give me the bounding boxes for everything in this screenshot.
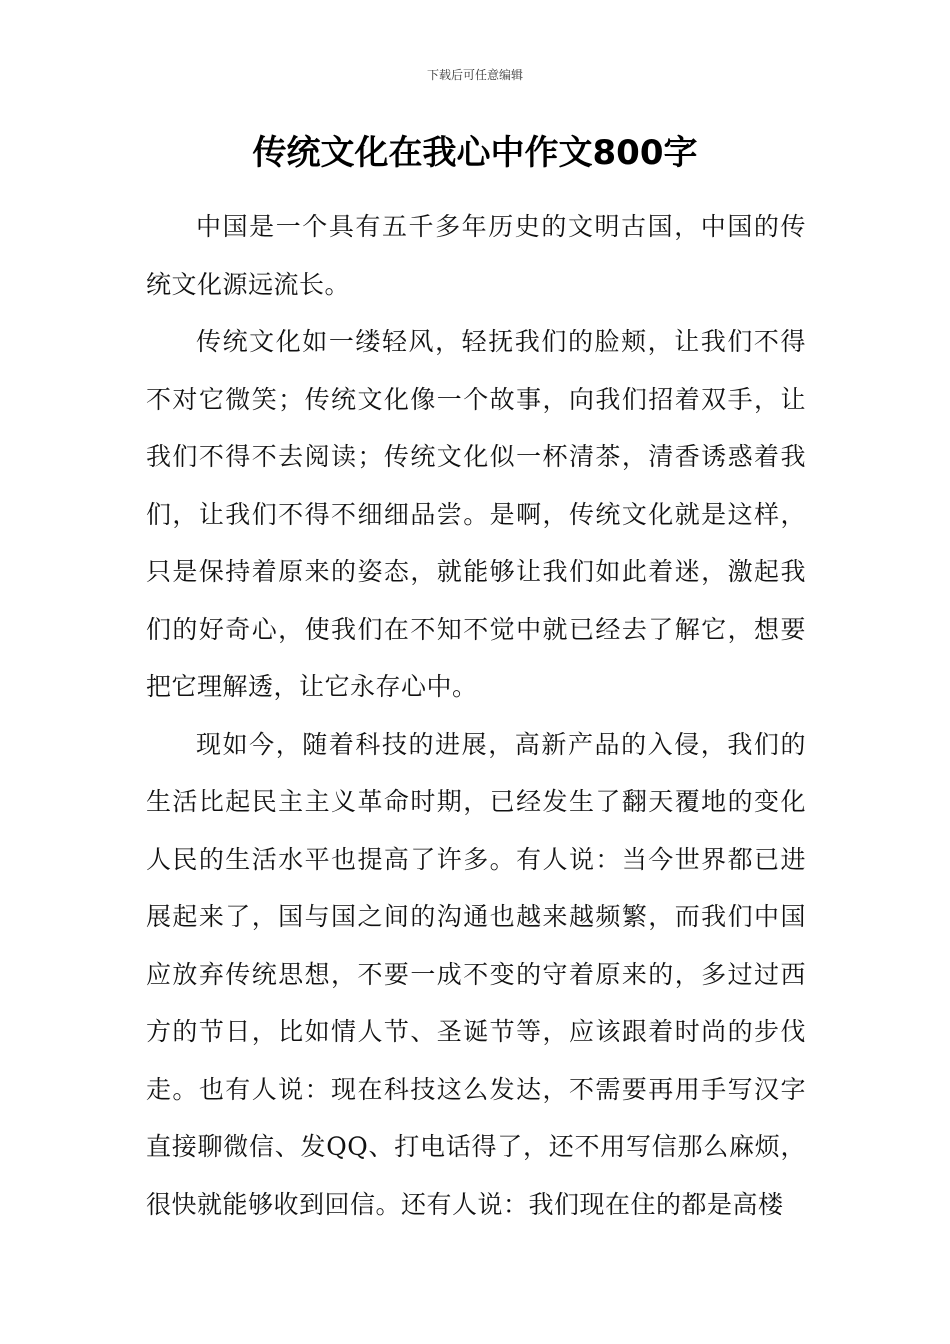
- document-body: [146, 198, 806, 1233]
- header-note: 下载后可任意编辑: [426, 68, 523, 82]
- paragraph-3: 现如今，随着科技的进展，高新产品的入侵，我们的生活比起民主主义革命时期，已经发生了翻天覆地的变化人民的生活水平也提高了许多。有人说：当今世界都已进展起来了，国与国之间的沟通也越来越频繁，而我们中国应放弃传统思想，不要一成不变的守着原来的，多过过西方的节日，比如情人节、圣诞节等，应该跟着时尚的步伐走。也有人说：现在科技这么发达，不需要再用手写汉字直接聊微信、发QQ、打电话得了，还不用写信那么麻烦，很快就能够收到回信。还有人说：我们现在住的都是高楼: [146, 729, 806, 1219]
- document-title: 传统文化在我心中作文800字: [252, 133, 698, 173]
- paragraph-1: 中国是一个具有五千多年历史的文明古国，中国的传统文化源远流长。: [146, 212, 806, 299]
- paragraph-2: 传统文化如一缕轻风，轻抚我们的脸颊，让我们不得不对它微笑；传统文化像一个故事，向我们招着双手，让我们不得不去阅读；传统文化似一杯清茶，清香诱惑着我们，让我们不得不细细品尝。是啊，传统文化就是这样，只是保持着原来的姿态，就能够让我们如此着迷，激起我们的好奇心，使我们在不知不觉中就已经去了解它，想要把它理解透，让它永存心中。: [146, 327, 806, 701]
